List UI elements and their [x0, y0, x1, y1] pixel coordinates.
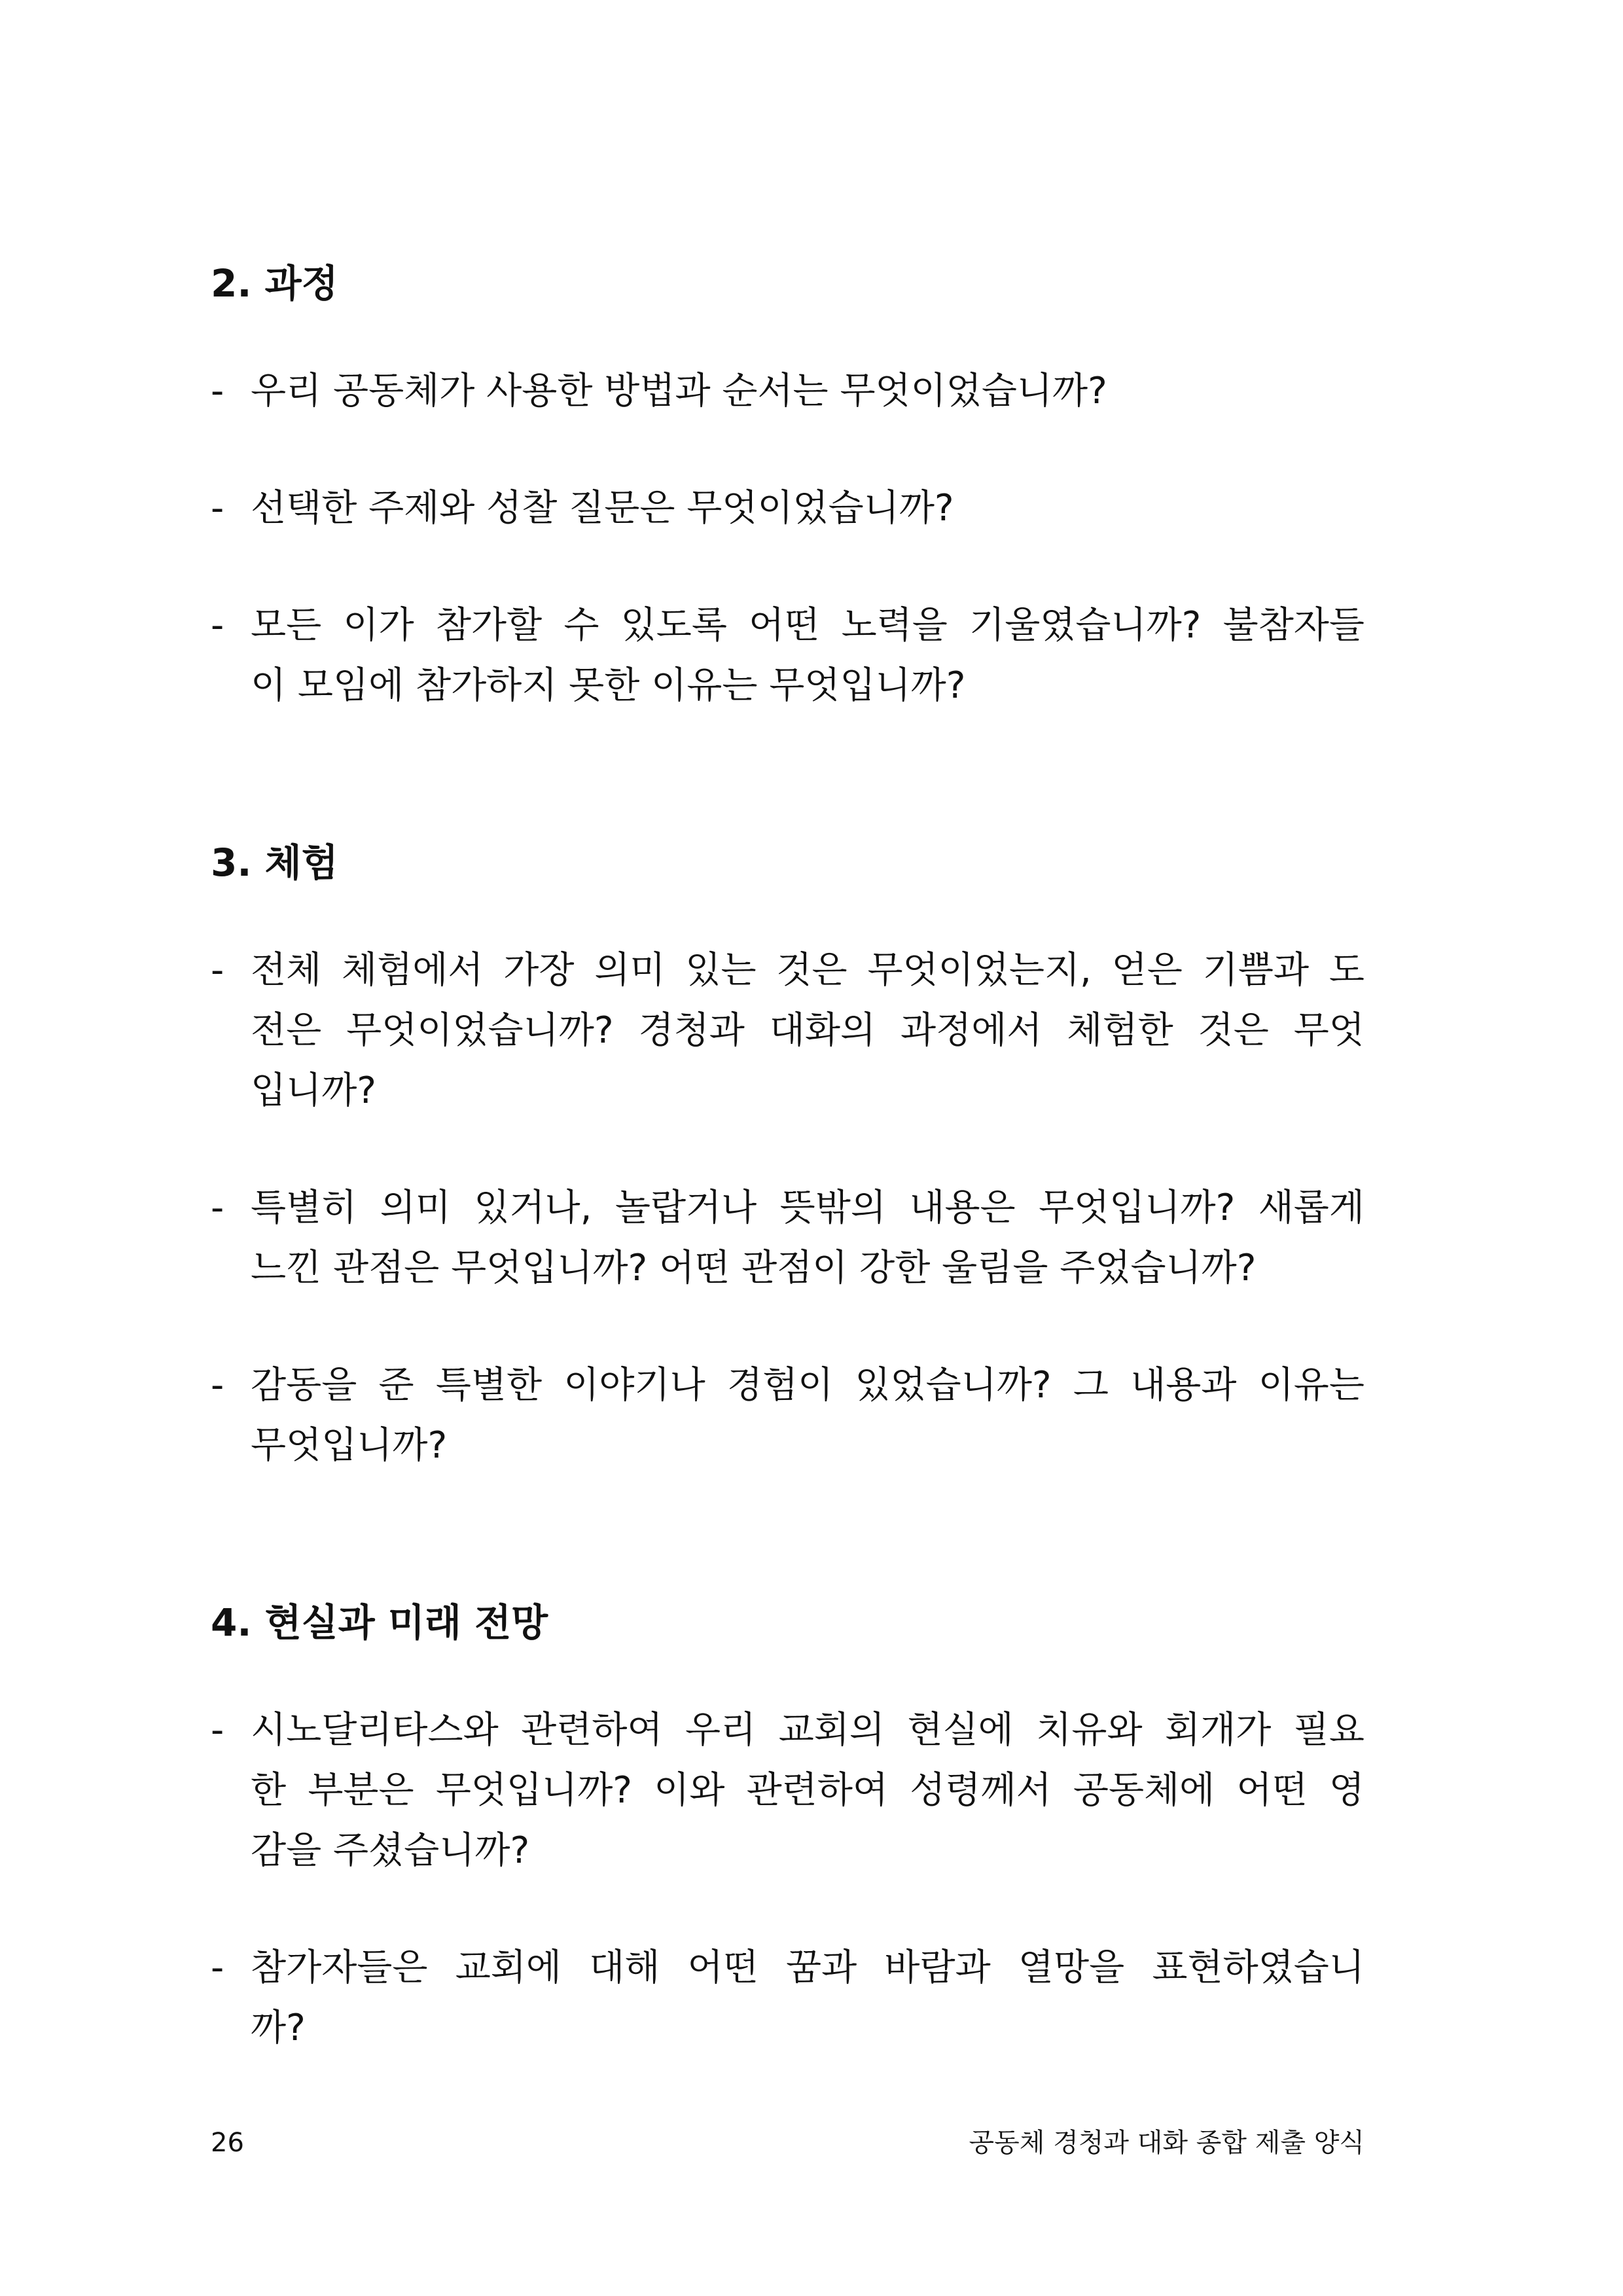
page-footer	[211, 2125, 1364, 2161]
question-line: 전체 체험에서 가장 의미 있는 것은 무엇이었는지, 얻은 기쁨과 도	[251, 949, 1364, 992]
list-dash: -	[211, 1946, 224, 1989]
question-item	[211, 596, 1364, 716]
list-dash: -	[211, 1709, 224, 1751]
section-heading: 3. 체험	[211, 840, 338, 885]
question-line: 까?	[251, 2007, 306, 2049]
question-item	[211, 1700, 1364, 1881]
list-dash: -	[211, 1364, 224, 1407]
question-line: 입니까?	[251, 1069, 377, 1112]
question-line: 선택한 주제와 성찰 질문은 무엇이었습니까?	[251, 487, 954, 529]
list-dash: -	[211, 1187, 224, 1229]
question-line: 느낀 관점은 무엇입니까? 어떤 관점이 강한 울림을 주었습니까?	[251, 1247, 1257, 1289]
list-dash: -	[211, 604, 224, 647]
question-line: 이 모임에 참가하지 못한 이유는 무엇입니까?	[251, 664, 966, 707]
question-item	[211, 1178, 1364, 1299]
list-dash: -	[211, 370, 224, 412]
question-line: 한 부분은 무엇입니까? 이와 관련하여 성령께서 공동체에 어떤 영	[251, 1769, 1364, 1812]
list-dash: -	[211, 949, 224, 992]
question-item	[211, 361, 1364, 422]
page-content	[211, 253, 1364, 2058]
question-line: 감동을 준 특별한 이야기나 경험이 있었습니까? 그 내용과 이유는	[251, 1364, 1364, 1407]
question-item	[211, 941, 1364, 1121]
question-line: 참가자들은 교회에 대해 어떤 꿈과 바람과 열망을 표현하였습니	[251, 1946, 1364, 1989]
section-process	[211, 253, 1364, 716]
list-dash: -	[211, 487, 224, 529]
question-line: 특별히 의미 있거나, 놀랍거나 뜻밖의 내용은 무엇입니까? 새롭게	[251, 1187, 1364, 1229]
section-heading: 2. 과정	[211, 261, 338, 306]
question-item	[211, 1355, 1364, 1476]
question-line: 시노달리타스와 관련하여 우리 교회의 현실에 치유와 회개가 필요	[251, 1709, 1364, 1751]
section-experience	[211, 833, 1364, 1476]
question-line: 모든 이가 참가할 수 있도록 어떤 노력을 기울였습니까? 불참자들	[251, 604, 1364, 647]
section-heading: 4. 현실과 미래 전망	[211, 1600, 548, 1645]
section-reality-and-outlook	[211, 1592, 1364, 2058]
question-item	[211, 1938, 1364, 2058]
question-item	[211, 478, 1364, 539]
question-line: 우리 공동체가 사용한 방법과 순서는 무엇이었습니까?	[251, 370, 1107, 412]
question-line: 감을 주셨습니까?	[251, 1829, 530, 1872]
question-line: 무엇입니까?	[251, 1424, 448, 1467]
question-line: 전은 무엇이었습니까? 경청과 대화의 과정에서 체험한 것은 무엇	[251, 1009, 1364, 1052]
footer-document-title: 공동체 경청과 대화 종합 제출 양식	[969, 2128, 1364, 2158]
page-number: 26	[211, 2128, 244, 2158]
